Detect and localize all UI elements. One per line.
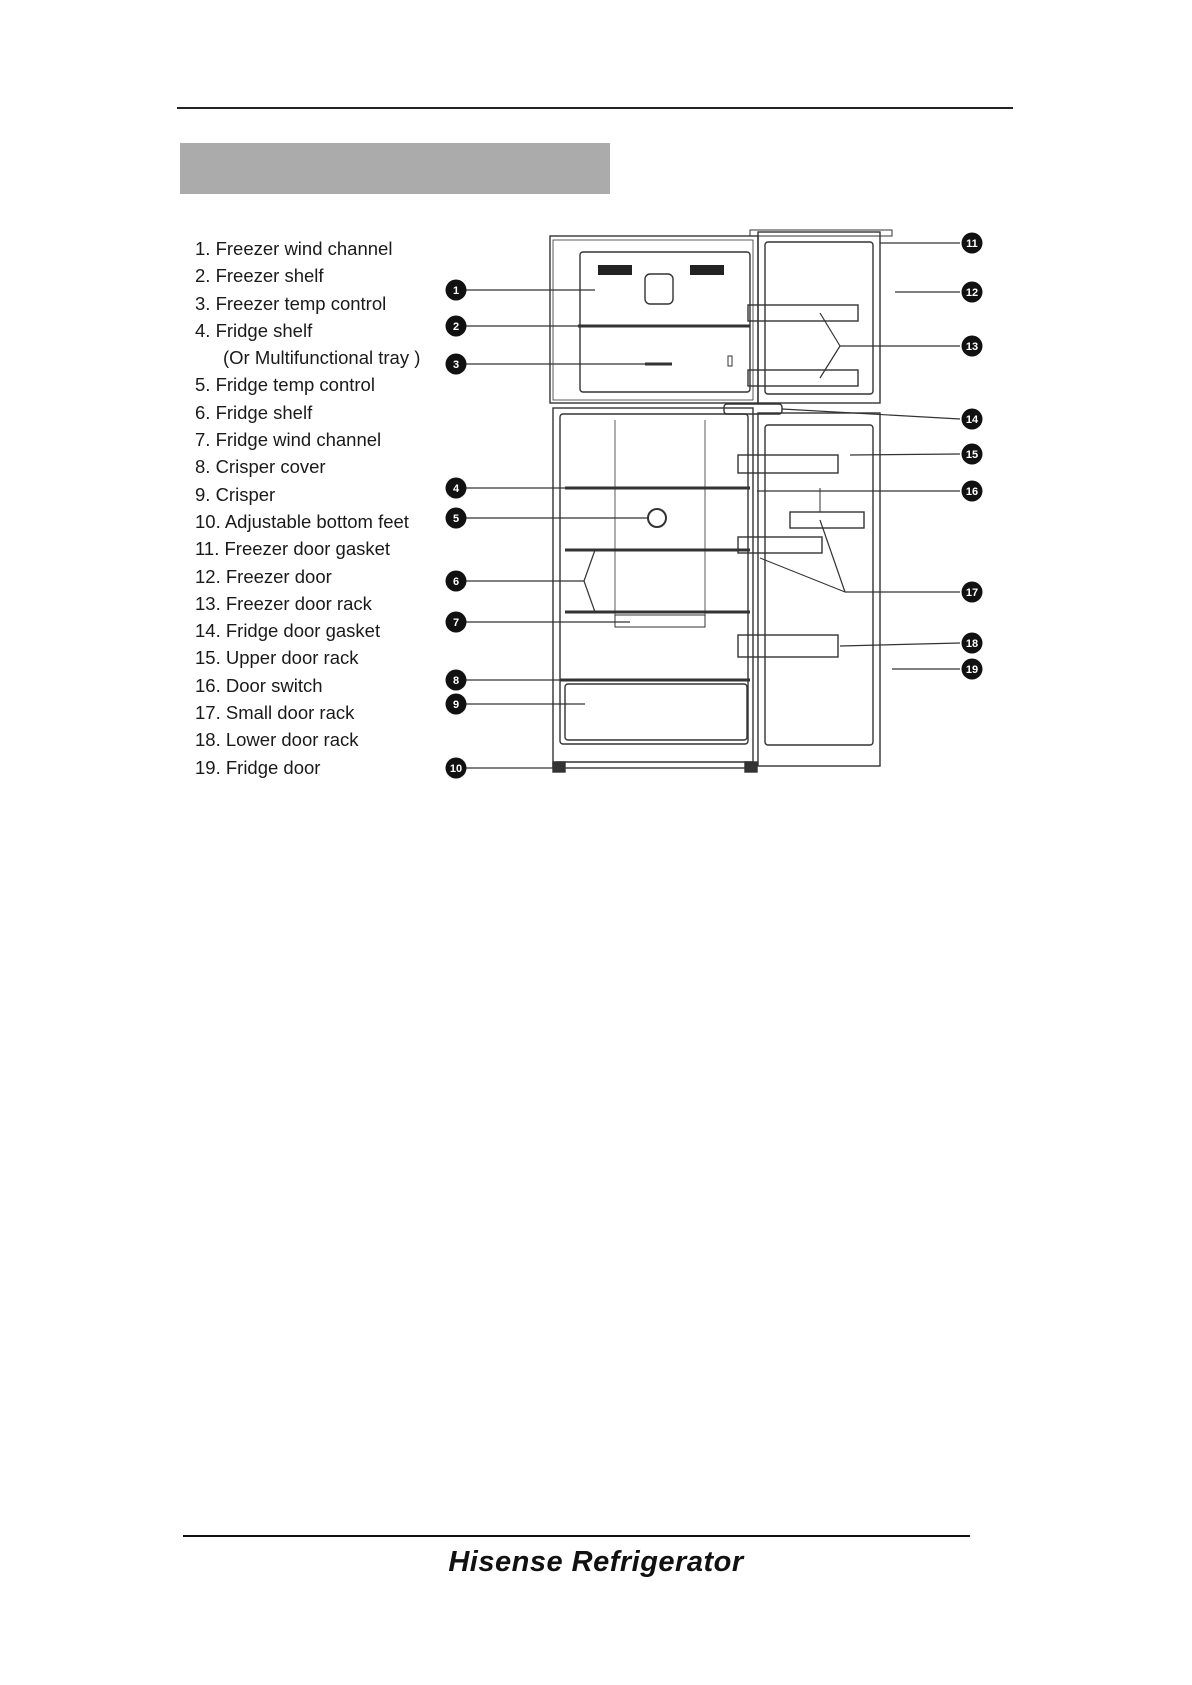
parts-list: [195, 235, 420, 781]
svg-text:16: 16: [965, 486, 979, 498]
svg-text:1: 1: [452, 285, 460, 297]
freezer-interior: [578, 265, 750, 366]
svg-text:8: 8: [452, 675, 460, 687]
callout-6: [446, 571, 467, 592]
cabinet-outline: [550, 236, 758, 772]
callout-11: [962, 233, 983, 254]
callout-8: [446, 670, 467, 691]
section-heading-bar: [180, 143, 610, 194]
list-item: 10. Adjustable bottom feet: [195, 510, 409, 532]
svg-text:19: 19: [965, 664, 979, 676]
refrigerator-diagram: [430, 225, 1000, 795]
list-item-note: (Or Multifunctional tray ): [223, 347, 421, 369]
leader-lines: [466, 243, 960, 768]
list-item: 12. Freezer door: [195, 565, 332, 587]
callout-7: [446, 612, 467, 633]
callout-5: [446, 508, 467, 529]
list-item: 4. Fridge shelf: [195, 319, 313, 341]
list-item: 2. Freezer shelf: [195, 265, 324, 287]
list-item: 19. Fridge door: [195, 756, 321, 778]
list-item: 9. Crisper: [195, 483, 276, 505]
svg-text:15: 15: [965, 449, 979, 461]
svg-text:4: 4: [452, 483, 460, 495]
svg-text:5: 5: [452, 513, 460, 525]
callout-12: [962, 282, 983, 303]
list-item: 6. Fridge shelf: [195, 401, 313, 423]
footer-brand: Hisense Refrigerator: [448, 1546, 744, 1578]
callout-4: [446, 478, 467, 499]
list-item: 16. Door switch: [195, 674, 323, 696]
callout-1: [446, 280, 467, 301]
svg-text:14: 14: [965, 414, 979, 426]
callout-13: [962, 336, 983, 357]
callout-18: [962, 633, 983, 654]
callout-16: [962, 481, 983, 502]
list-item: 8. Crisper cover: [195, 456, 326, 478]
list-item: 7. Fridge wind channel: [195, 429, 382, 451]
fridge-shelves: [560, 488, 750, 740]
callout-14: [962, 409, 983, 430]
svg-text:11: 11: [966, 238, 978, 250]
svg-text:7: 7: [452, 617, 460, 629]
svg-text:6: 6: [452, 576, 460, 588]
footer-rule: [183, 1535, 970, 1537]
list-item: 13. Freezer door rack: [195, 592, 372, 614]
svg-text:9: 9: [452, 699, 460, 711]
callout-17: [962, 582, 983, 603]
callout-15: [962, 444, 983, 465]
callout-3: [446, 354, 467, 375]
svg-text:2: 2: [452, 321, 460, 333]
callout-10: [446, 758, 467, 779]
svg-text:17: 17: [965, 587, 979, 599]
svg-text:3: 3: [452, 359, 460, 371]
list-item: 18. Lower door rack: [195, 729, 359, 751]
callout-2: [446, 316, 467, 337]
list-item: 3. Freezer temp control: [195, 292, 387, 314]
list-item: 15. Upper door rack: [195, 647, 359, 669]
list-item: 5. Fridge temp control: [195, 374, 375, 396]
callout-19: [962, 659, 983, 680]
list-item: 14. Fridge door gasket: [195, 620, 381, 642]
svg-text:18: 18: [965, 638, 979, 650]
svg-text:10: 10: [449, 763, 463, 775]
svg-text:13: 13: [965, 341, 979, 353]
list-item: 11. Freezer door gasket: [195, 538, 391, 560]
header-rule: [177, 107, 1013, 109]
svg-text:12: 12: [965, 287, 979, 299]
list-item: 17. Small door rack: [195, 702, 355, 724]
list-item: 1. Freezer wind channel: [195, 238, 393, 259]
callout-9: [446, 694, 467, 715]
